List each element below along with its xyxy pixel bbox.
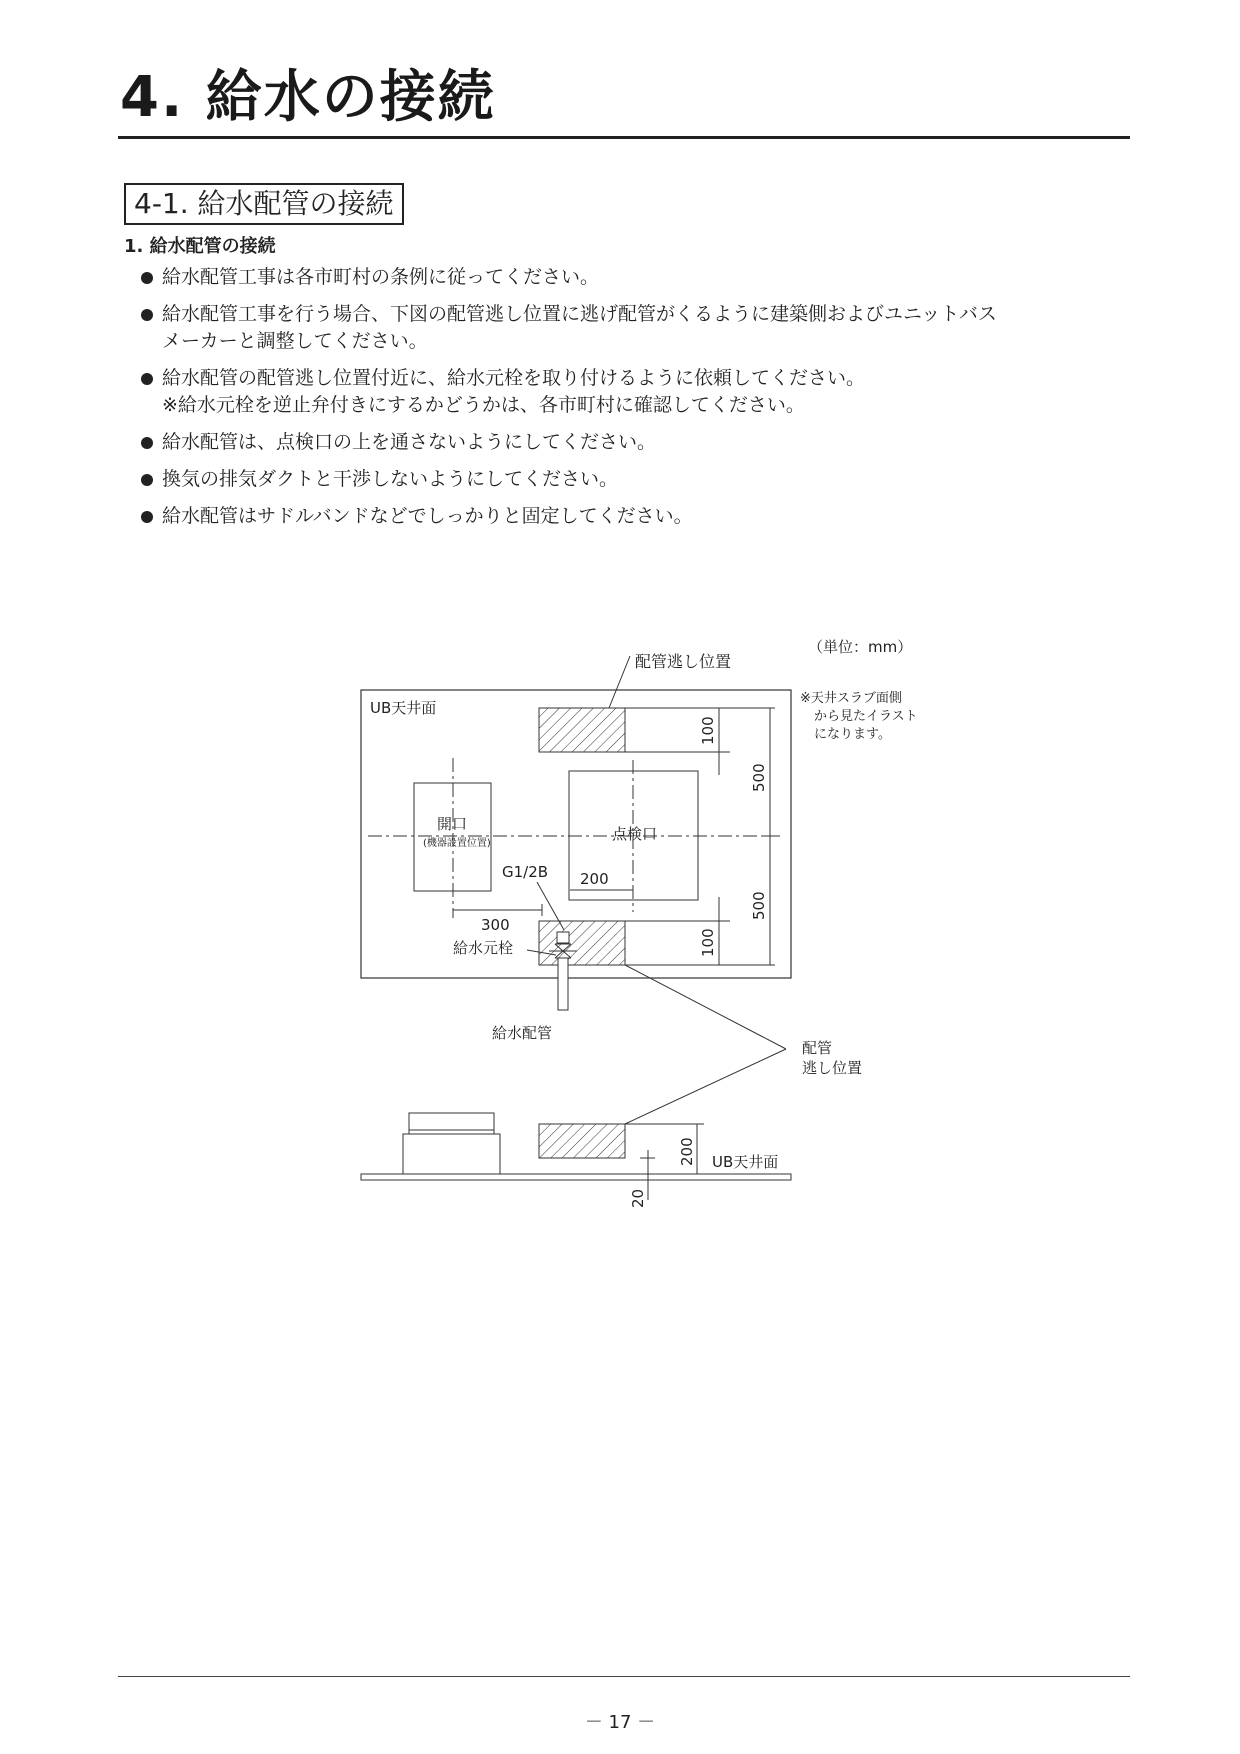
section-title: 4-1. 給水配管の接続 xyxy=(124,183,404,225)
footer-rule xyxy=(118,1676,1130,1677)
escape-position-label-right: 逃し位置 xyxy=(802,1059,863,1077)
list-item-line: 給水配管工事を行う場合、下図の配管逃し位置に逃げ配管がくるように建築側およびユニットバス xyxy=(162,303,997,325)
dimension-500-bottom: 500 xyxy=(750,891,768,920)
pipe-escape-zone-side xyxy=(539,1124,625,1158)
opening-label: 開口 xyxy=(437,815,468,833)
equipment-body xyxy=(403,1134,500,1174)
escape-position-label-right: 配管 xyxy=(802,1039,833,1057)
subsection-title: 1. 給水配管の接続 xyxy=(124,236,276,257)
unit-note: （単位：mm） xyxy=(808,638,913,656)
list-item-line: 換気の排気ダクトと干渉しないようにしてください。 xyxy=(162,468,619,490)
thread-size-label: G1/2B xyxy=(502,863,549,881)
ceiling-label: UB天井面 xyxy=(370,699,437,717)
pipe-escape-zone-bottom xyxy=(539,921,625,965)
list-item-line: ※給水元栓を逆止弁付きにするかどうかは、各市町村に確認してください。 xyxy=(162,394,805,416)
dimension-100-bottom: 100 xyxy=(699,928,717,957)
list-item-line: 給水配管の配管逃し位置付近に、給水元栓を取り付けるように依頼してください。 xyxy=(162,367,866,389)
illustration-note-line: になります。 xyxy=(814,727,891,742)
dimension-300: 300 xyxy=(481,916,510,934)
illustration-note-line: から見たイラスト xyxy=(814,709,918,724)
list-item-line: メーカーと調整してください。 xyxy=(162,330,428,352)
illustration-note-line: ※天井スラブ面側 xyxy=(800,691,902,706)
valve-label: 給水元栓 xyxy=(453,939,514,957)
chapter-title: 4. 給水の接続 xyxy=(120,65,496,130)
pipe-label: 給水配管 xyxy=(492,1024,553,1042)
pipe-escape-zone-top xyxy=(539,708,625,752)
list-item-line: 給水配管は、点検口の上を通さないようにしてください。 xyxy=(162,431,657,453)
inspection-label: 点検口 xyxy=(612,825,658,843)
leader-line xyxy=(625,1049,786,1124)
water-supply-pipe xyxy=(558,958,568,1010)
dimension-100-top: 100 xyxy=(699,716,717,745)
dimension-200-height: 200 xyxy=(678,1137,696,1166)
escape-position-label: 配管逃し位置 xyxy=(635,652,732,671)
dimension-20: 20 xyxy=(629,1188,647,1208)
page-number: － 17 － xyxy=(584,1712,656,1733)
dimension-500-top: 500 xyxy=(750,763,768,792)
equipment-top xyxy=(409,1113,494,1134)
side-ceiling-label: UB天井面 xyxy=(712,1153,779,1171)
side-view xyxy=(361,1113,791,1208)
leader-line xyxy=(609,656,630,708)
list-item-line: 給水配管工事は各市町村の条例に従ってください。 xyxy=(162,266,600,288)
side-ceiling-panel xyxy=(361,1174,791,1180)
opening-sub-label: (機器設置位置) xyxy=(423,838,491,849)
dimension-200-width: 200 xyxy=(580,870,609,888)
list-item-line: 給水配管はサドルバンドなどでしっかりと固定してください。 xyxy=(162,505,693,527)
